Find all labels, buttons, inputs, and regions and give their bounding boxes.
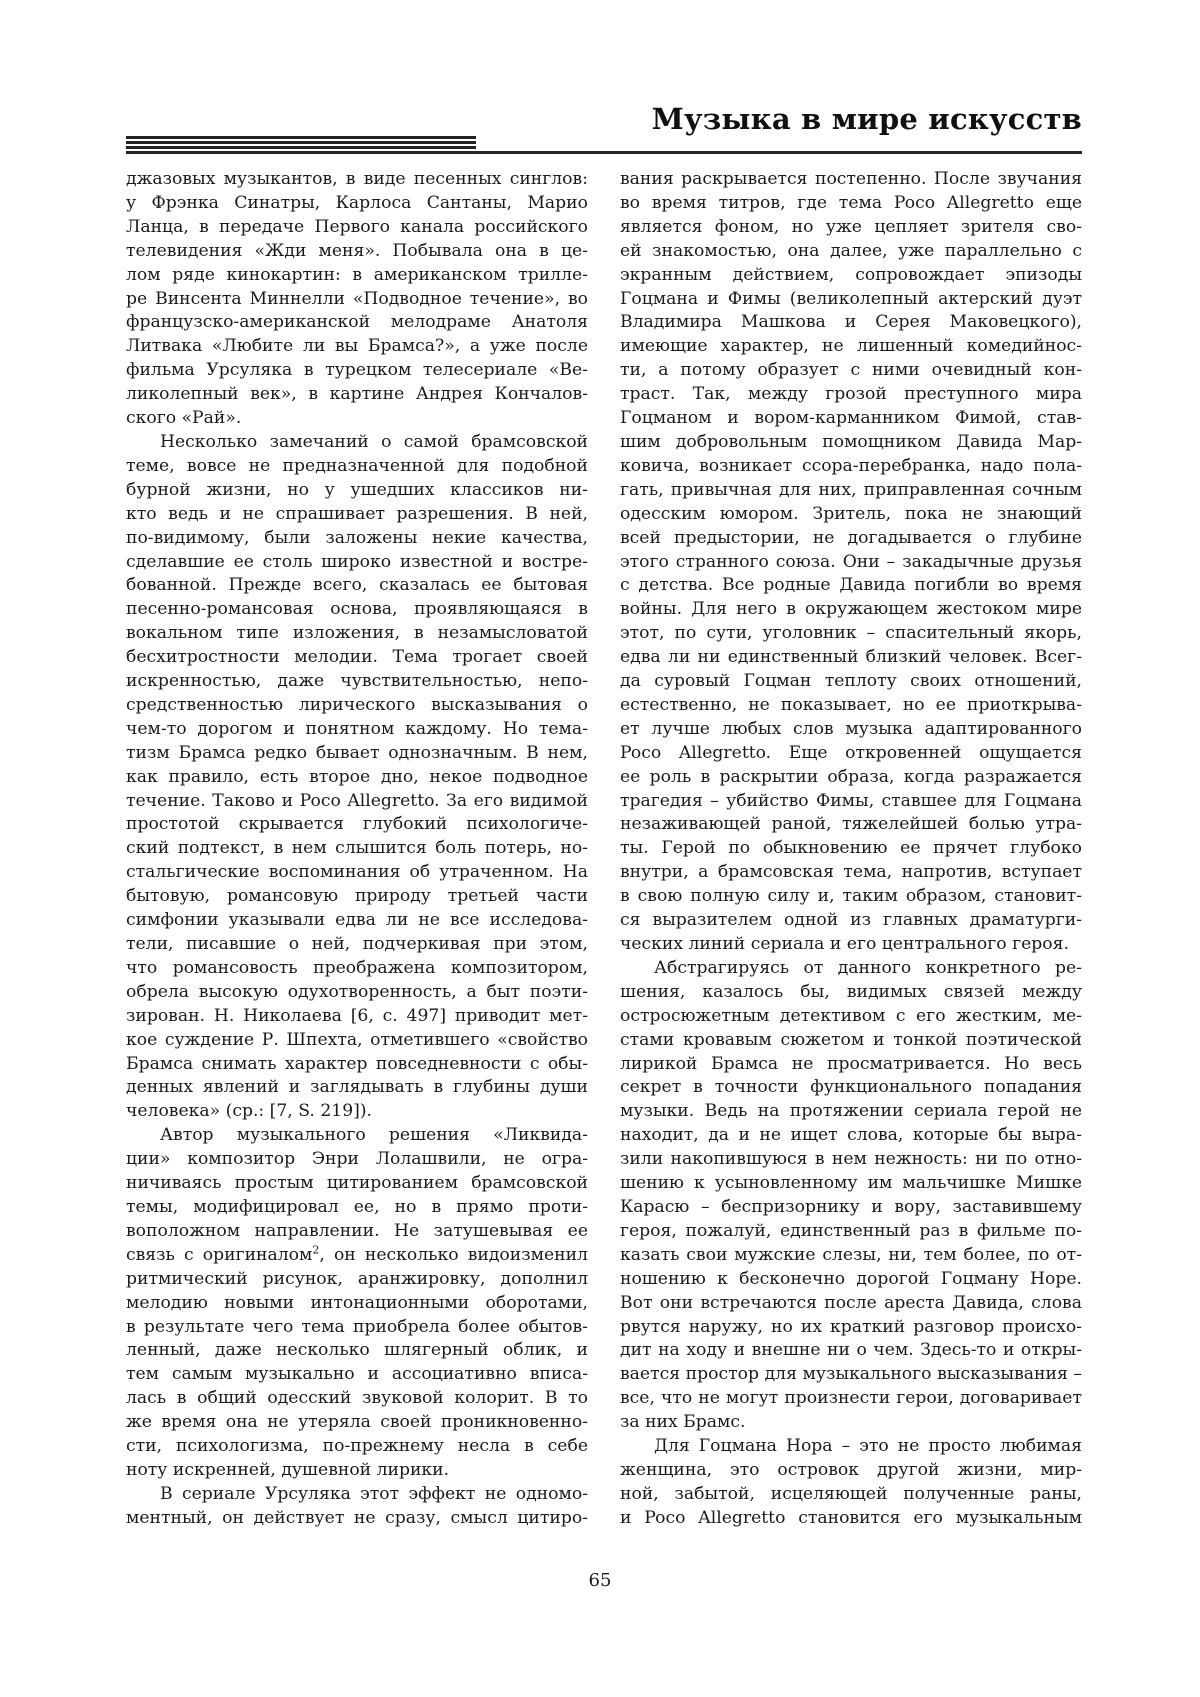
text-line: Для Гоцмана Нора – это не просто любимая — [654, 1436, 1082, 1457]
text-line: течение. Таково и Poco Allegretto. За его видимой — [126, 790, 588, 811]
page-number: 65 — [588, 1570, 612, 1591]
text-line: симфонии указывали едва ли не все исследова- — [126, 910, 588, 931]
text-line: искренностью, даже чувствительностью, непо- — [126, 671, 588, 692]
text-line: человека» (ср.: [7, S. 219]). — [126, 1101, 373, 1122]
text-line: чем-то дорогом и понятном каждому. Но тема- — [126, 718, 588, 739]
text-line: джазовых музыкантов, в виде песенных синглов: — [126, 169, 588, 189]
text-line: в свою полную силу и, таким образом, становит- — [620, 886, 1082, 907]
text-line: зирован. Н. Николаева [6, с. 497] приводит мет- — [126, 1005, 588, 1026]
text-line: мелодию новыми интонационными оборотами, — [126, 1292, 588, 1313]
text-line: внутри, а брамсовская тема, напротив, вступает — [620, 862, 1082, 883]
header-decorative-rules — [126, 136, 476, 151]
text-line: казать свои мужские слезы, ни, тем более, по от- — [620, 1244, 1082, 1265]
text-line: лирикой Брамса не просматривается. Но весь — [620, 1053, 1082, 1074]
text-line: стальгические воспоминания об утраченном. На — [126, 862, 588, 883]
text-line: кто ведь и не спрашивает разрешения. В ней, — [126, 503, 588, 524]
text-line: этого странного союза. Они – закадычные друзья — [620, 551, 1082, 572]
text-line: ческих линий сериала и его центрального героя. — [620, 934, 1069, 954]
text-line: шению к усыновленному им мальчишке Мишке — [620, 1173, 1082, 1194]
paragraph — [126, 1483, 588, 1531]
text-line: тизм Брамса редко бывает однозначным. В нем, — [126, 742, 588, 763]
text-line: ношению к бесконечно дорогой Гоцману Норе. — [620, 1268, 1082, 1289]
text-line: песенно-романсовая основа, проявляющаяся в — [126, 599, 588, 620]
text-line: Ланца, в передаче Первого канала российского — [126, 216, 588, 237]
text-line: Вот они встречаются после ареста Давида, слова — [620, 1292, 1082, 1313]
text-line: ский подтекст, в нем слышится боль потерь, но- — [126, 838, 588, 859]
text-line: все, что не могут произнести герои, договаривает — [620, 1388, 1082, 1409]
text-line: ее роль в раскрытии образа, когда разражается — [620, 766, 1082, 787]
text-line: бурной жизни, но у ушедших классиков ни- — [126, 479, 588, 500]
footnote-marker: 2 — [312, 1243, 320, 1257]
text-line: ти, а потому образует с ними очевидный кон- — [620, 360, 1082, 381]
text-line: в результате чего тема приобрела более обытов- — [126, 1316, 588, 1337]
text-line: ковича, возникает ссора-перебранка, надо пола- — [620, 455, 1082, 476]
text-line: ментный, он действует не сразу, смысл цитиро- — [126, 1507, 588, 1528]
text-line: сделавшие ее столь широко известной и востре- — [126, 551, 588, 572]
text-line: незаживающей раной, тяжелейшей болью утра- — [620, 814, 1082, 835]
text-line: ции» композитор Энри Лолашвили, не огра- — [126, 1149, 588, 1170]
text-line: же время она не утеряла своей проникновенно- — [126, 1412, 588, 1433]
text-line: едва ли ни единственный близкий человек. Всег- — [620, 647, 1082, 668]
text-line: ся выразителем одной из главных драматурги- — [620, 910, 1082, 931]
text-line: В сериале Урсуляка этот эффект не одномо- — [160, 1483, 588, 1504]
text-line: ет лучше любых слов музыка адаптированного — [620, 718, 1082, 739]
text-line: зили накопившуюся в нем нежность: ни по отно- — [620, 1149, 1082, 1170]
text-line: с детства. Все родные Давида погибли во время — [620, 575, 1082, 596]
text-line: этот, по сути, уголовник – спасительный якорь, — [620, 623, 1082, 644]
paragraph — [126, 168, 588, 431]
header-rule — [126, 146, 476, 149]
text-line: ликолепный век», в картине Андрея Кончалов- — [126, 384, 588, 405]
text-line: находит, да и не ищет слова, которые бы выра- — [620, 1125, 1082, 1146]
text-line: трагедия – убийство Фимы, ставшее для Гоцмана — [620, 790, 1082, 811]
running-header-title: Музыка в мире искусств — [651, 102, 1082, 136]
paragraph — [620, 1435, 1082, 1531]
text-line: шения, казалось бы, видимых связей между — [620, 981, 1082, 1002]
text-line: французско-американской мелодраме Анатоля — [126, 312, 588, 333]
text-line: сти, психологизма, по-прежнему несла в себе — [126, 1436, 588, 1457]
text-line: ной, забытой, исцеляющей полученные раны, — [620, 1483, 1082, 1504]
text-line: и Poco Allegretto становится его музыкальным — [620, 1507, 1082, 1528]
paragraph — [126, 1124, 588, 1483]
text-line: по-видимому, были заложены некие качества, — [126, 527, 588, 548]
header-full-rule — [126, 151, 1082, 154]
text-line: тем самым музыкально и ассоциативно вписа- — [126, 1364, 588, 1385]
text-line: музыки. Ведь на протяжении сериала герой не — [620, 1101, 1082, 1122]
text-line: героя, пожалуй, единственный раз в фильме по- — [620, 1220, 1082, 1241]
text-line: лась в общий одесский звуковой колорит. В то — [126, 1388, 588, 1409]
text-line: женщина, это островок другой жизни, мир- — [620, 1459, 1082, 1480]
text-line: за них Брамс. — [620, 1412, 746, 1433]
text-column-right — [620, 168, 1082, 1531]
text-line: воположном направлении. Не затушевывая ее — [126, 1220, 588, 1241]
text-line: телевидения «Жди меня». Побывала она в це- — [126, 240, 588, 261]
text-line: Литвака «Любите ли вы Брамса?», а уже после — [126, 336, 588, 357]
paragraph — [620, 168, 1082, 957]
text-line: ты. Герой по обыкновению ее прячет глубоко — [620, 838, 1082, 859]
text-line: войны. Для него в окружающем жестоком мире — [620, 599, 1082, 620]
text-line: ленный, даже несколько шлягерный облик, и — [126, 1340, 588, 1361]
text-line: средственностью лирического высказывания о — [126, 694, 588, 715]
text-line: денных явлений и заглядывать в глубины души — [126, 1077, 588, 1098]
paragraph — [126, 431, 588, 1124]
text-line: вания раскрывается постепенно. После звучания — [620, 169, 1082, 189]
text-line: тели, писавшие о ней, подчеркивая при этом, — [126, 934, 588, 954]
header-rule — [126, 136, 476, 139]
text-line: остросюжетным детективом с его жестким, ме- — [620, 1005, 1082, 1026]
text-line: траст. Так, между грозой преступного мира — [620, 384, 1082, 405]
text-line: обрела высокую одухотворенность, а быт поэти- — [126, 981, 588, 1002]
text-line: имеющие характер, не лишенный комедийнос- — [620, 336, 1082, 357]
text-line: как правило, есть второе дно, некое подводное — [126, 766, 588, 787]
text-line: вокальном типе изложения, в незамысловатой — [126, 623, 588, 644]
text-line: во время титров, где тема Poco Allegretto еще — [620, 192, 1082, 213]
text-line: фильма Урсуляка в турецком телесериале «Ве- — [126, 360, 588, 381]
text-line: Брамса снимать характер повседневности с обы- — [126, 1053, 588, 1074]
text-line: бытовую, романсовую природу третьей части — [126, 886, 588, 907]
paragraph — [620, 957, 1082, 1435]
text-line: ского «Рай». — [126, 408, 242, 429]
text-column-left — [126, 168, 588, 1531]
text-line: у Фрэнка Синатры, Карлоса Сантаны, Марио — [126, 192, 588, 213]
text-line: бесхитростности мелодии. Тема трогает своей — [126, 647, 588, 668]
text-line: шим добровольным помощником Давида Мар- — [620, 431, 1082, 452]
text-line: гать, привычная для них, приправленная сочным — [620, 479, 1082, 500]
text-line: лом ряде кинокартин: в американском трилле- — [126, 264, 588, 285]
text-line: Автор музыкального решения «Ликвида- — [160, 1125, 588, 1146]
text-line: естественно, не показывает, но ее приоткрыва- — [620, 694, 1082, 715]
text-line: экранным действием, сопровождает эпизоды — [620, 264, 1082, 285]
text-line: дит на ходу и внешне ни о чем. Здесь-то и откры- — [620, 1340, 1082, 1361]
text-line: связь с оригиналом$^2$, он несколько видоизменил — [126, 1243, 588, 1265]
text-line: теме, вовсе не предназначенной для подобной — [126, 455, 588, 476]
text-line: рвутся наружу, но их краткий разговор происхо- — [620, 1316, 1082, 1337]
text-line: Гоцмана и Фимы (великолепный актерский дуэт — [620, 288, 1082, 309]
text-line: секрет в точности функционального попадания — [620, 1077, 1082, 1098]
text-line: Гоцманом и вором-карманником Фимой, став- — [620, 408, 1082, 429]
text-line: Абстрагируясь от данного конкретного ре- — [654, 957, 1082, 978]
text-line: Несколько замечаний о самой брамсовской — [160, 431, 588, 452]
text-line: бованной. Прежде всего, сказалась ее бытовая — [126, 575, 588, 596]
text-line: темы, модифицировал ее, но в прямо проти- — [126, 1196, 588, 1217]
text-line: ноту искренней, душевной лирики. — [126, 1459, 450, 1480]
text-line: Карасю – беспризорнику и вору, заставившему — [620, 1196, 1082, 1217]
text-line: кое суждение Р. Шпехта, отметившего «свойство — [126, 1029, 588, 1050]
text-line: Владимира Машкова и Серея Маковецкого), — [620, 312, 1082, 333]
text-line: ритмический рисунок, аранжировку, дополнил — [126, 1268, 588, 1289]
text-line: да суровый Гоцман теплоту своих отношений, — [620, 671, 1082, 692]
text-line: стами кровавым сюжетом и тонкой поэтической — [620, 1029, 1082, 1050]
text-line: что романсовость преображена композитором, — [126, 957, 588, 978]
text-line: вается простор для музыкального высказывания – — [620, 1364, 1082, 1385]
text-line: ей знакомостью, она далее, уже параллельно с — [620, 240, 1082, 261]
text-line: одесским юмором. Зритель, пока не знающий — [620, 503, 1082, 524]
text-line: простотой скрывается глубокий психологиче- — [126, 814, 588, 835]
header-rule — [126, 141, 476, 144]
text-line: Poco Allegretto. Еще откровенней ощущается — [620, 742, 1082, 763]
text-line: ничиваясь простым цитированием брамсовской — [126, 1173, 588, 1194]
text-line: является фоном, но уже цепляет зрителя сво- — [620, 216, 1082, 237]
text-line: ре Винсента Миннелли «Подводное течение», во — [126, 288, 588, 309]
text-line: всей предыстории, не догадывается о глубине — [620, 527, 1082, 548]
